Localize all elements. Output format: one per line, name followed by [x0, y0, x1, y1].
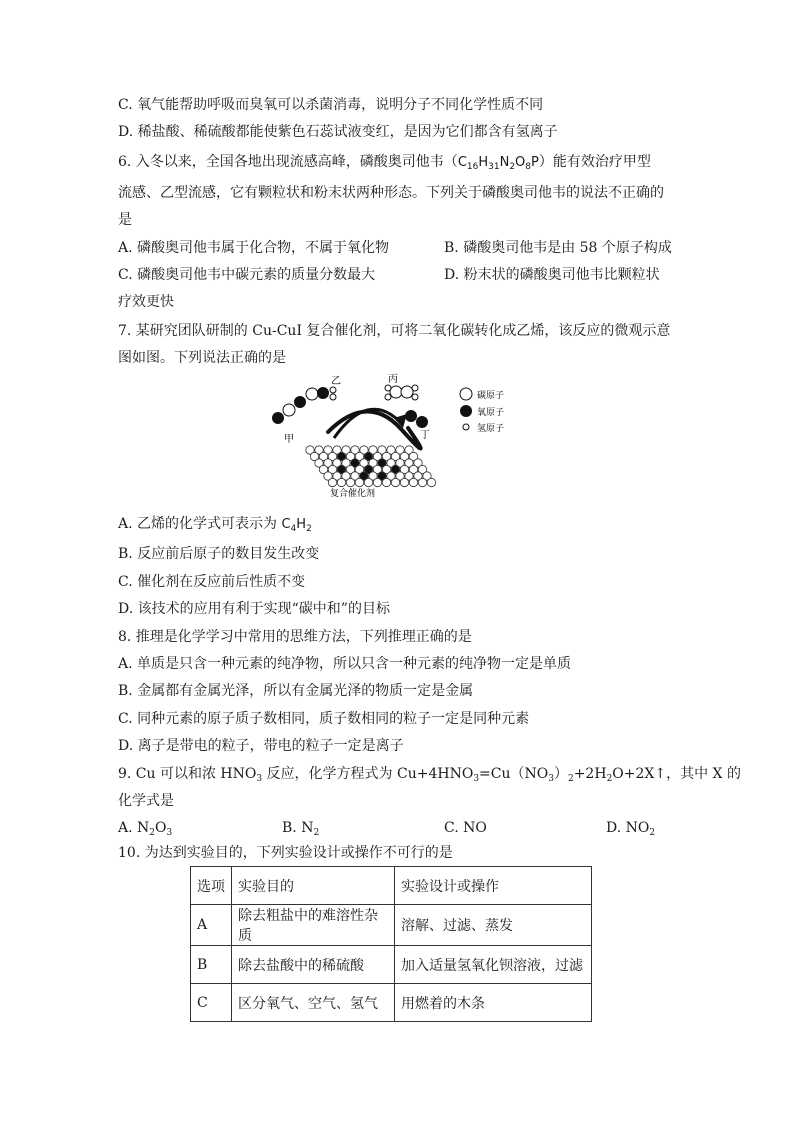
legend-hydrogen: 氢原子 [477, 424, 505, 434]
option-6a: A. 磷酸奥司他韦属于化合物，不属于氧化物 [118, 240, 390, 256]
q6-stem-line2: 流感、乙型流感，它有颗粒状和粉末状两种形态。下列关于磷酸奥司他韦的说法不正确的 [118, 185, 664, 201]
molecule-ding [405, 410, 428, 428]
q6-stem-line3: 是 [118, 212, 132, 228]
table-header-cell: 选项 [191, 867, 232, 905]
table-header-row [191, 867, 592, 905]
option-6b: B. 磷酸奥司他韦是由 58 个原子构成 [444, 240, 672, 256]
option-9a: A. $N_2O_3$ [118, 820, 173, 838]
catalyst-caption: 复合催化剂 [330, 489, 376, 499]
option-9b: B. $N_2$ [282, 820, 320, 838]
q6-stem-line1 [118, 152, 651, 177]
legend [460, 388, 504, 434]
option-8a: A. 单质是只含一种元素的纯净物，所以只含一种元素的纯净物一定是单质 [118, 656, 572, 672]
option-6d: D. 粉末状的磷酸奥司他韦比颗粒状 [444, 267, 660, 283]
table-cell: 除去粗盐中的难溶性杂质 [232, 905, 395, 946]
table-cell: C [191, 984, 232, 1022]
legend-oxygen: 氧原子 [477, 408, 505, 418]
label-jia: 甲 [284, 434, 294, 445]
q9-stem-line2: 化学式是 [118, 793, 174, 809]
table-cell: 溶解、过滤、蒸发 [395, 905, 592, 946]
option-9c: C. NO [444, 820, 487, 836]
table-cell: B [191, 946, 232, 984]
molecule-yi [306, 387, 336, 400]
table-header-cell: 实验设计或操作 [395, 867, 592, 905]
option-8d: D. 离子是带电的粒子，带电的粒子一定是离子 [118, 738, 404, 754]
q8-stem: 8. 推理是化学学习中常用的思维方法，下列推理正确的是 [118, 629, 472, 645]
label-yi: 乙 [331, 376, 341, 387]
option-6d-continued: 疗效更快 [118, 294, 174, 310]
option-7a: A. 乙烯的化学式可表示为 $C_4H_2$ [118, 516, 312, 534]
q10-stem: 10. 为达到实验目的，下列实验设计或操作不可行的是 [118, 845, 453, 861]
option-5c: C. 氧气能帮助呼吸而臭氧可以杀菌消毒，说明分子不同化学性质不同 [118, 97, 544, 113]
reaction-diagram [270, 370, 530, 500]
option-7b: B. 反应前后原子的数目发生改变 [118, 546, 320, 562]
table-cell: 加入适量氢氧化钡溶液，过滤 [395, 946, 592, 984]
table-row [191, 905, 592, 946]
molecule-bing [385, 385, 418, 400]
table-cell: 区分氧气、空气、氢气 [232, 984, 395, 1022]
option-7d: D. 该技术的应用有利于实现“碳中和”的目标 [118, 601, 390, 617]
option-9d: D. $NO_2$ [606, 820, 656, 838]
table-row [191, 946, 592, 984]
label-bing: 丙 [388, 374, 398, 385]
formula-ethylene: $C_4H_2$ [281, 517, 312, 534]
table-cell: 用燃着的木条 [395, 984, 592, 1022]
table-header-cell: 实验目的 [232, 867, 395, 905]
experiment-table [190, 866, 592, 1022]
catalyst-lattice [306, 446, 436, 487]
table-cell: 除去盐酸中的稀硫酸 [232, 946, 395, 984]
option-6c: C. 磷酸奥司他韦中碳元素的质量分数最大 [118, 267, 376, 283]
legend-carbon: 碳原子 [477, 391, 505, 401]
label-ding: 丁 [420, 430, 430, 441]
q6-stem-b: ）能有效治疗甲型 [538, 154, 651, 170]
table-row [191, 984, 592, 1022]
q7-stem-line1: 7. 某研究团队研制的 Cu-CuI 复合催化剂，可将二氧化碳转化成乙烯，该反应的微观示意 [118, 323, 671, 339]
option-8c: C. 同种元素的原子质子数相同，质子数相同的粒子一定是同种元素 [118, 711, 530, 727]
q9-stem-line1: 9. Cu 可以和浓 $HNO_3$ 反应，化学方程式为 $Cu+4HNO_3=Cu(NO_3)_2+2H_2O+2X↑$，其中 X 的 [118, 766, 741, 784]
molecule-jia [272, 396, 306, 424]
table-cell: A [191, 905, 232, 946]
q7-stem-line2: 图如图。下列说法正确的是 [118, 350, 286, 366]
q6-stem-a: 6. 入冬以来，全国各地出现流感高峰，磷酸奥司他韦（ [118, 154, 458, 170]
option-7c: C. 催化剂在反应前后性质不变 [118, 574, 306, 590]
option-5d: D. 稀盐酸、稀硫酸都能使紫色石蕊试液变红，是因为它们都含有氢离子 [118, 124, 558, 140]
formula-oseltamivir: $C_{16}H_{31}N_2O_8P$ [457, 155, 539, 172]
option-8b: B. 金属都有金属光泽，所以有金属光泽的物质一定是金属 [118, 683, 474, 699]
